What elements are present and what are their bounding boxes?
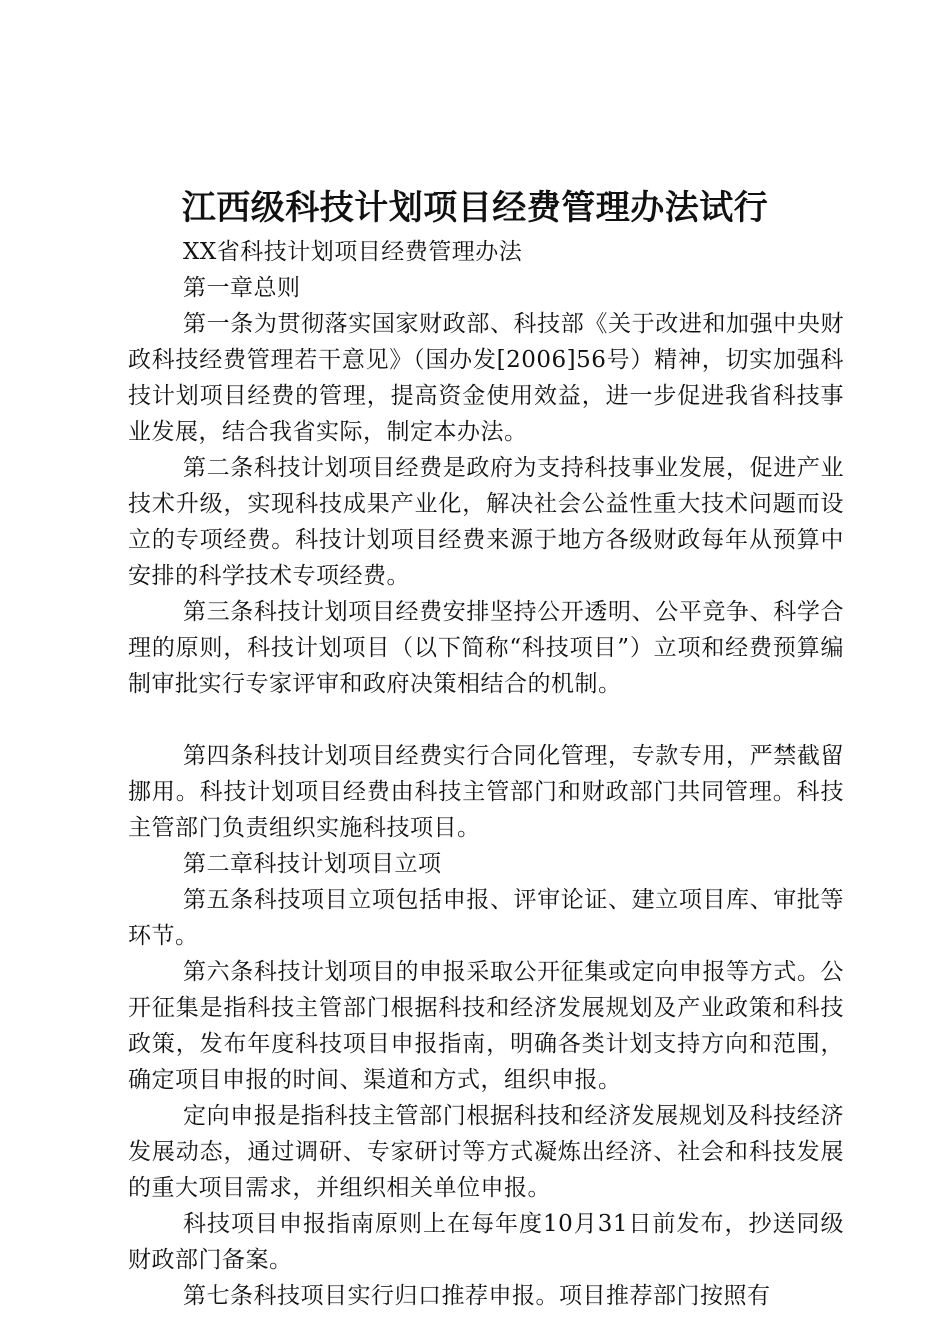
article-paragraph: 第一条为贯彻落实国家财政部、科技部《关于改进和加强中央财政科技经费管理若干意见》（国办发[2006]56号）精神，切实加强科技计划项目经费的管理，提高资金使用效益，进一步促进我省科技事业发展，结合我省实际，制定本办法。	[128, 311, 844, 445]
chapter-heading: 第一章总则	[183, 275, 301, 301]
document-title: 江西级科技计划项目经费管理办法试行	[181, 188, 769, 228]
article-paragraph: 定向申报是指科技主管部门根据科技和经济发展规划及科技经济发展动态，通过调研、专家研讨等方式凝炼出经济、社会和科技发展的重大项目需求，并组织相关单位申报。	[128, 1103, 844, 1201]
article-paragraph: 第五条科技项目立项包括申报、评审论证、建立项目库、审批等环节。	[128, 887, 844, 949]
chapter-heading: 第二章科技计划项目立项	[183, 851, 442, 877]
article-paragraph: 第六条科技计划项目的申报采取公开征集或定向申报等方式。公开征集是指科技主管部门根据科技和经济发展规划及产业政策和科技政策，发布年度科技项目申报指南，明确各类计划支持方向和范围，确定项目申报的时间、渠道和方式，组织申报。	[128, 959, 844, 1093]
subtitle-paragraph: XX省科技计划项目经费管理办法	[183, 239, 523, 265]
article-paragraph: 第七条科技项目实行归口推荐申报。项目推荐部门按照有	[183, 1283, 771, 1309]
article-paragraph: 第二条科技计划项目经费是政府为支持科技事业发展，促进产业技术升级，实现科技成果产业化，解决社会公益性重大技术问题而设立的专项经费。科技计划项目经费来源于地方各级财政每年从预算中安排的科学技术专项经费。	[128, 455, 844, 589]
document-body	[128, 234, 844, 1314]
article-paragraph: 科技项目申报指南原则上在每年度10月31日前发布，抄送同级财政部门备案。	[128, 1211, 844, 1273]
article-paragraph: 第四条科技计划项目经费实行合同化管理，专款专用，严禁截留挪用。科技计划项目经费由科技主管部门和财政部门共同管理。科技主管部门负责组织实施科技项目。	[128, 743, 844, 841]
article-paragraph: 第三条科技计划项目经费安排坚持公开透明、公平竞争、科学合理的原则，科技计划项目（以下简称“科技项目”）立项和经费预算编制审批实行专家评审和政府决策相结合的机制。	[128, 599, 844, 697]
